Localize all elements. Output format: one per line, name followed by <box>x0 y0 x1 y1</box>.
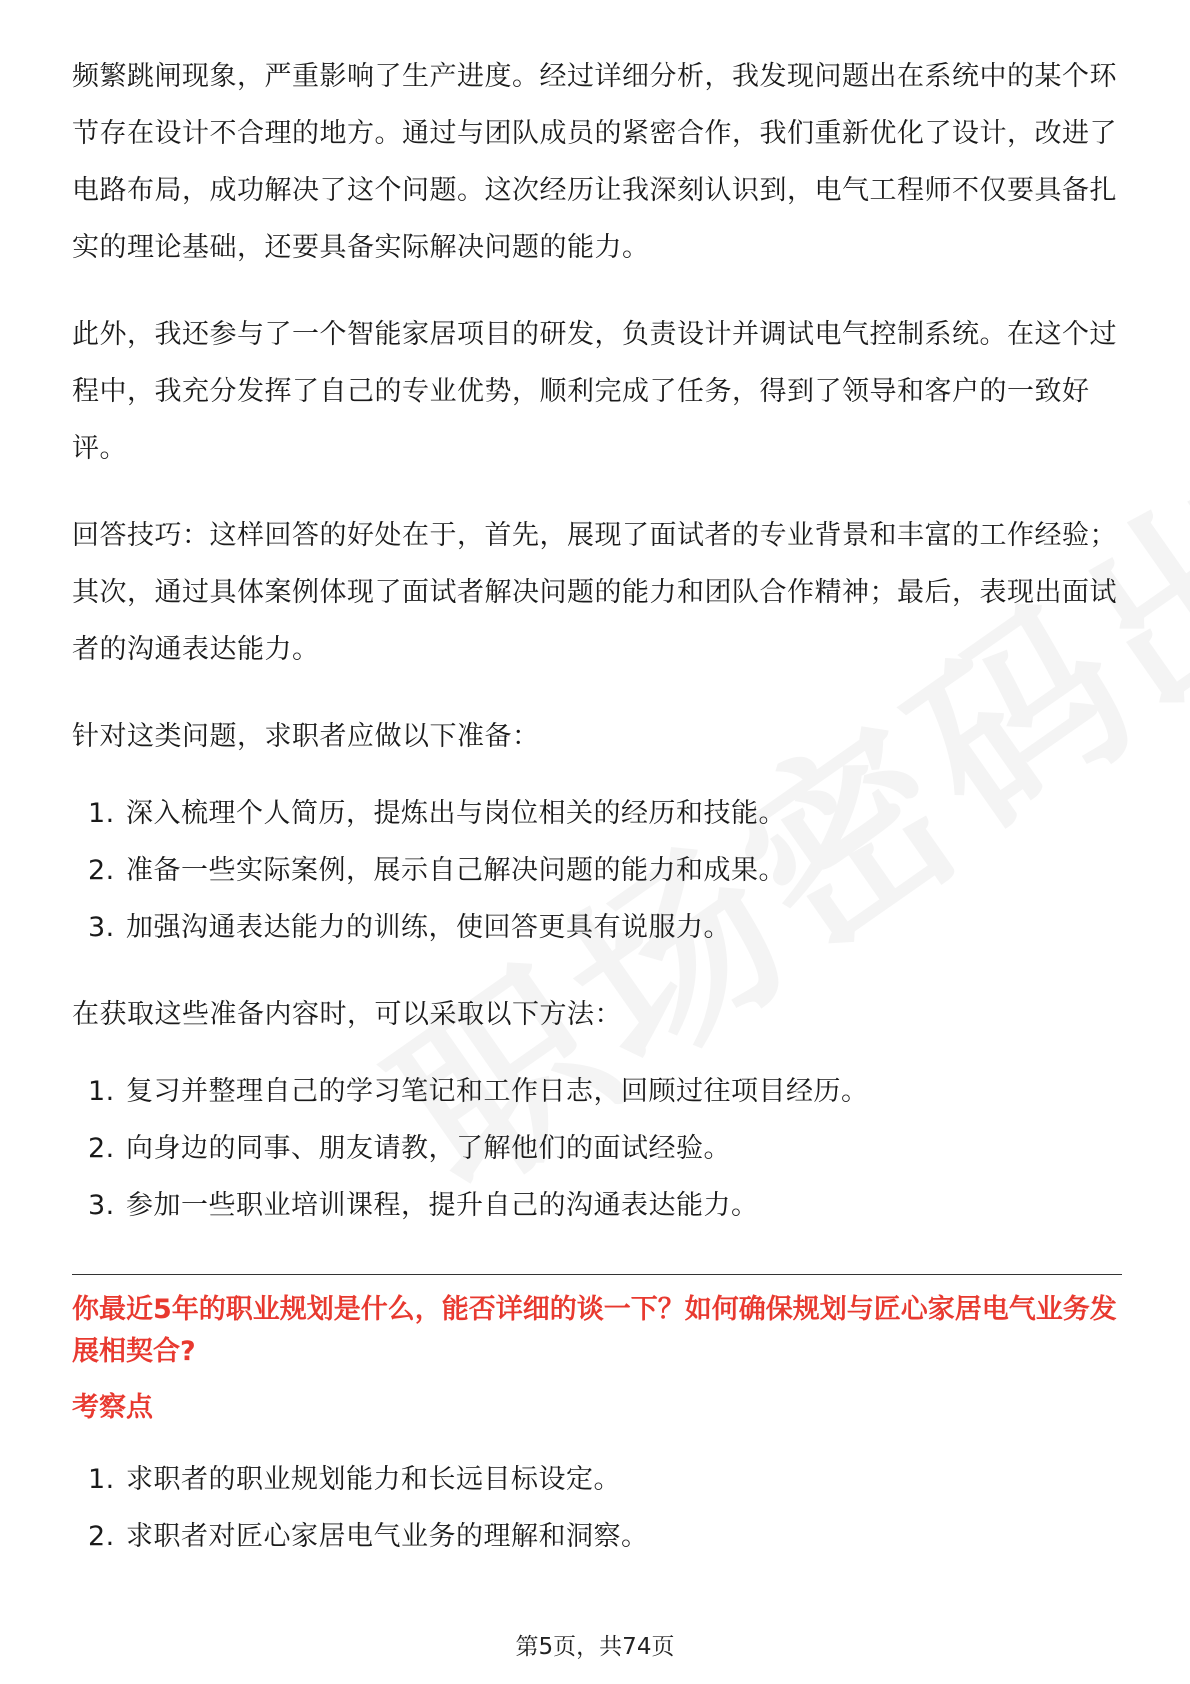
section-divider <box>72 1274 1122 1275</box>
list-item: 2. 向身边的同事、朋友请教，了解他们的面试经验。 <box>88 1133 731 1164</box>
section-label-examination-points: 考察点 <box>72 1392 153 1423</box>
list-item: 3. 加强沟通表达能力的训练，使回答更具有说服力。 <box>88 912 731 943</box>
list-item: 1. 深入梳理个人简历，提炼出与岗位相关的经历和技能。 <box>88 798 786 829</box>
list-item: 3. 参加一些职业培训课程，提升自己的沟通表达能力。 <box>88 1190 759 1221</box>
examination-points-list <box>72 1451 1122 1565</box>
paragraph-experience: 频繁跳闸现象，严重影响了生产进度。经过详细分析，我发现问题出在系统中的某个环节存在设计不合理的地方。通过与团队成员的紧密合作，我们重新优化了设计，改进了电路布局，成功解决了这个问题。这次经历让我深刻认识到，电气工程师不仅要具备扎实的理论基础，还要具备实际解决问题的能力。 <box>72 61 1117 263</box>
list-item: 1. 复习并整理自己的学习笔记和工作日志，回顾过往项目经历。 <box>88 1076 869 1107</box>
paragraph-preparation-intro: 针对这类问题，求职者应做以下准备： <box>72 721 540 752</box>
paragraph-methods-intro: 在获取这些准备内容时，可以采取以下方法： <box>72 999 622 1030</box>
preparation-list <box>72 785 1122 956</box>
methods-list <box>72 1063 1122 1234</box>
paragraph-answer-tips: 回答技巧：这样回答的好处在于，首先，展现了面试者的专业背景和丰富的工作经验；其次，通过具体案例体现了面试者解决问题的能力和团队合作精神；最后，表现出面试者的沟通表达能力。 <box>72 520 1117 665</box>
list-item: 2. 求职者对匠心家居电气业务的理解和洞察。 <box>88 1521 649 1552</box>
page-footer: 第5页，共74页 <box>515 1634 675 1660</box>
list-item: 1. 求职者的职业规划能力和长远目标设定。 <box>88 1464 621 1495</box>
question-title: 你最近5年的职业规划是什么，能否详细的谈一下？如何确保规划与匠心家居电气业务发展相契合? <box>72 1294 1117 1367</box>
list-item: 2. 准备一些实际案例，展示自己解决问题的能力和成果。 <box>88 855 786 886</box>
document-content <box>72 48 1122 1595</box>
paragraph-smart-home: 此外，我还参与了一个智能家居项目的研发，负责设计并调试电气控制系统。在这个过程中，我充分发挥了自己的专业优势，顺利完成了任务，得到了领导和客户的一致好评。 <box>72 319 1117 464</box>
